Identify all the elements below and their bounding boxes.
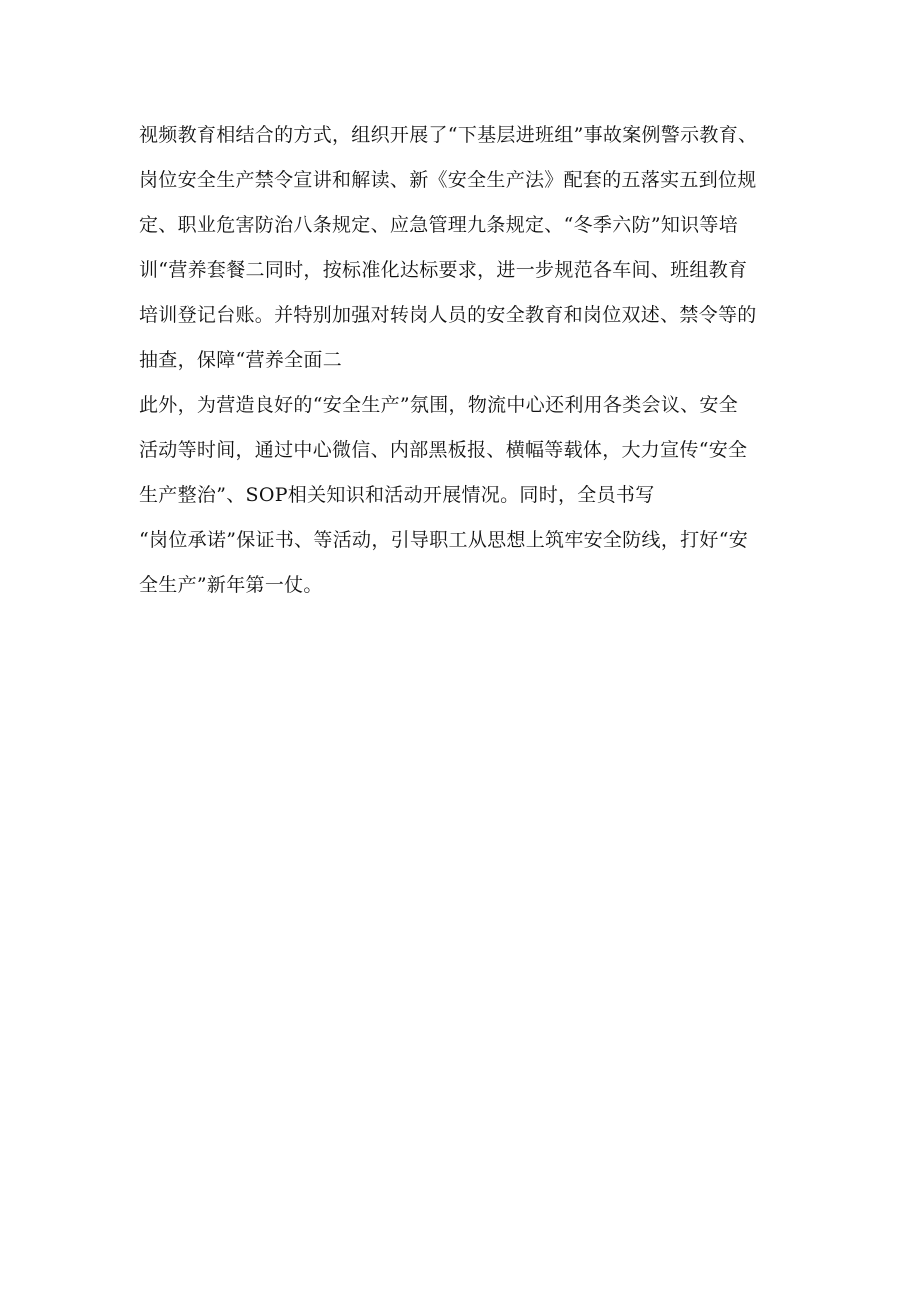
text-line: 活动等时间，通过中心微信、内部黑板报、横幅等载体，大力宣传“安全 bbox=[139, 439, 748, 461]
text-line: 视频教育相结合的方式，组织开展了“下基层进班组”事故案例警示教育、 bbox=[139, 124, 758, 146]
text-line: 岗位安全生产禁令宣讲和解读、新《安全生产法》配套的五落实五到位规 bbox=[139, 169, 757, 191]
text-line: 全生产”新年第一仗。 bbox=[139, 574, 323, 596]
text-line: 训“营养套餐二同时，按标准化达标要求，进一步规范各车间、班组教育 bbox=[139, 259, 748, 281]
text-line: 培训登记台账。并特别加强对转岗人员的安全教育和岗位双述、禁令等的 bbox=[139, 304, 757, 326]
body-text bbox=[139, 113, 799, 608]
text-line: “岗位承诺”保证书、等活动，引导职工从思想上筑牢安全防线，打好“安 bbox=[139, 529, 749, 551]
text-line: 抽查，保障“营养全面二 bbox=[139, 349, 343, 371]
text-line: 定、职业危害防治八条规定、应急管理九条规定、“冬季六防”知识等培 bbox=[139, 214, 739, 236]
text-line: 生产整治”、SOP相关知识和活动开展情况。同时，全员书写 bbox=[139, 484, 655, 506]
text-line: 此外，为营造良好的“安全生产”氛围，物流中心还利用各类会议、安全 bbox=[139, 394, 739, 416]
